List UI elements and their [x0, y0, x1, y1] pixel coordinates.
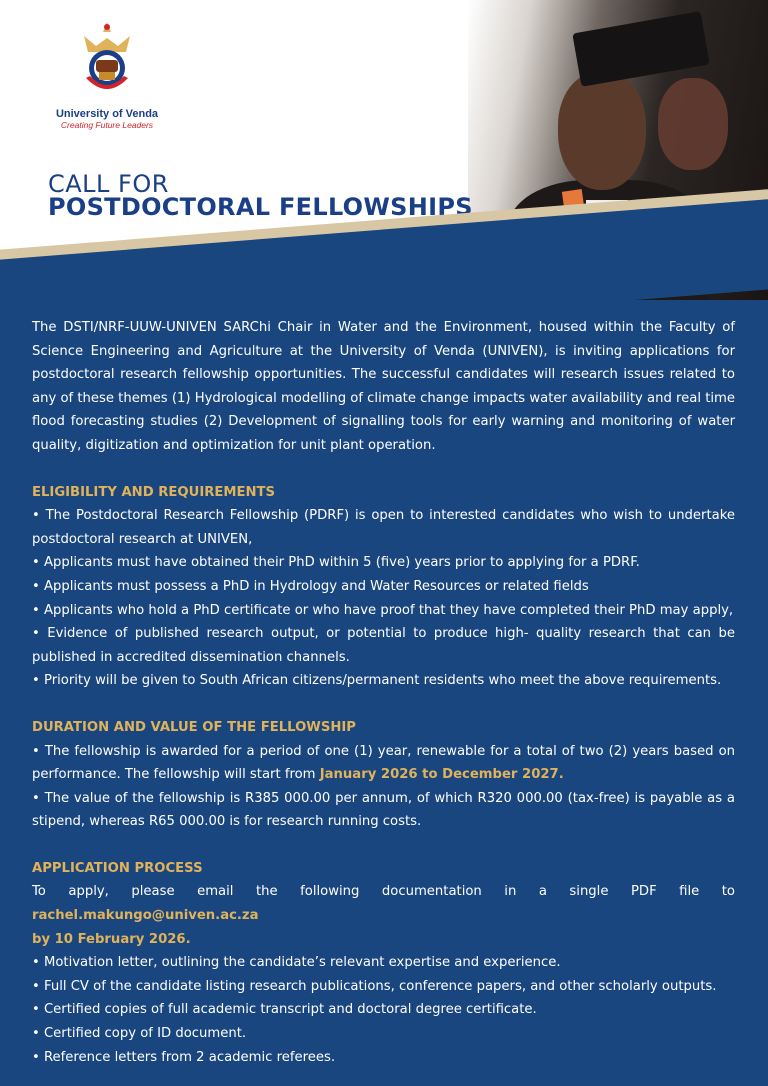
list-item: • Certified copies of full academic transcript and doctoral degree certificate. [32, 1002, 537, 1018]
university-name: University of Venda [55, 108, 159, 120]
title-line-1: CALL FOR [48, 170, 169, 198]
graduation-cap [572, 11, 709, 87]
page-title: POSTDOCTORAL FELLOWSHIPS [48, 193, 473, 221]
list-item: • Full CV of the candidate listing research publications, conference papers, and other scholarly outputs. [32, 978, 717, 994]
duration-heading: DURATION AND VALUE OF THE FELLOWSHIP [32, 719, 356, 735]
contact-email-link[interactable]: rachel.makungo@univen.ac.za [32, 908, 259, 924]
list-item: • Motivation letter, outlining the candidate’s relevant expertise and experience. [32, 955, 561, 971]
background-graduate [658, 78, 728, 170]
duration-text: • The fellowship is awarded for a period of one (1) year, renewable for a total of two (2) years based on performance. The fellowship will start from [32, 743, 735, 783]
university-logo [52, 18, 162, 138]
crest-icon [72, 18, 142, 104]
list-item [32, 740, 735, 787]
list-item: • Applicants who hold a PhD certificate or who have proof that they have completed their PhD may apply, [32, 602, 734, 618]
application-deadline: by 10 February 2026. [32, 931, 191, 947]
list-item: • Evidence of published research output, or potential to produce high- quality research that can be published in accredited dissemination channels. [32, 626, 735, 665]
list-item: • The Postdoctoral Research Fellowship (PDRF) is open to interested candidates who wish to undertake postdoctoral research at UNIVEN, [32, 508, 735, 547]
list-item: • Priority will be given to South African citizens/permanent residents who meet the above requirements. [32, 673, 722, 689]
list-item: • Applicants must have obtained their PhD within 5 (five) years prior to applying for a PDRF. [32, 555, 640, 571]
intro-paragraph: The DSTI/NRF-UUW-UNIVEN SARChi Chair in Water and the Environment, housed within the Faculty of Science Engineering and Agriculture at the University of Venda (UNIVEN), is inviting applications for postdoctoral research fellowship opportunities. The successful candidates will research issues related to any of these themes (1) Hydrological modelling of climate change impacts water availability and real time flood forecasting studies (2) Development of signalling tools for early warning and monitoring of water quality, digitization and optimization for unit plant operation. [32, 320, 735, 453]
list-item: • Reference letters from 2 academic referees. [32, 1049, 336, 1065]
application-heading: APPLICATION PROCESS [32, 860, 203, 876]
graduate-face [558, 72, 646, 190]
application-intro [32, 880, 735, 927]
list-item: • Applicants must possess a PhD in Hydrology and Water Resources or related fields [32, 578, 589, 594]
university-tagline: Creating Future Leaders [60, 120, 154, 130]
header-banner [0, 0, 768, 300]
list-item: • Certified copy of ID document. [32, 1026, 247, 1042]
application-text: To apply, please email the following documentation in a single PDF file to [32, 884, 735, 900]
main-content [32, 316, 735, 1069]
eligibility-heading: ELIGIBILITY AND REQUIREMENTS [32, 484, 276, 500]
list-item: • The value of the fellowship is R385 000.00 per annum, of which R320 000.00 (tax-free) is payable as a stipend, whereas R65 000.00 is for research running costs. [32, 790, 735, 830]
duration-dates: January 2026 to December 2027. [319, 767, 564, 783]
